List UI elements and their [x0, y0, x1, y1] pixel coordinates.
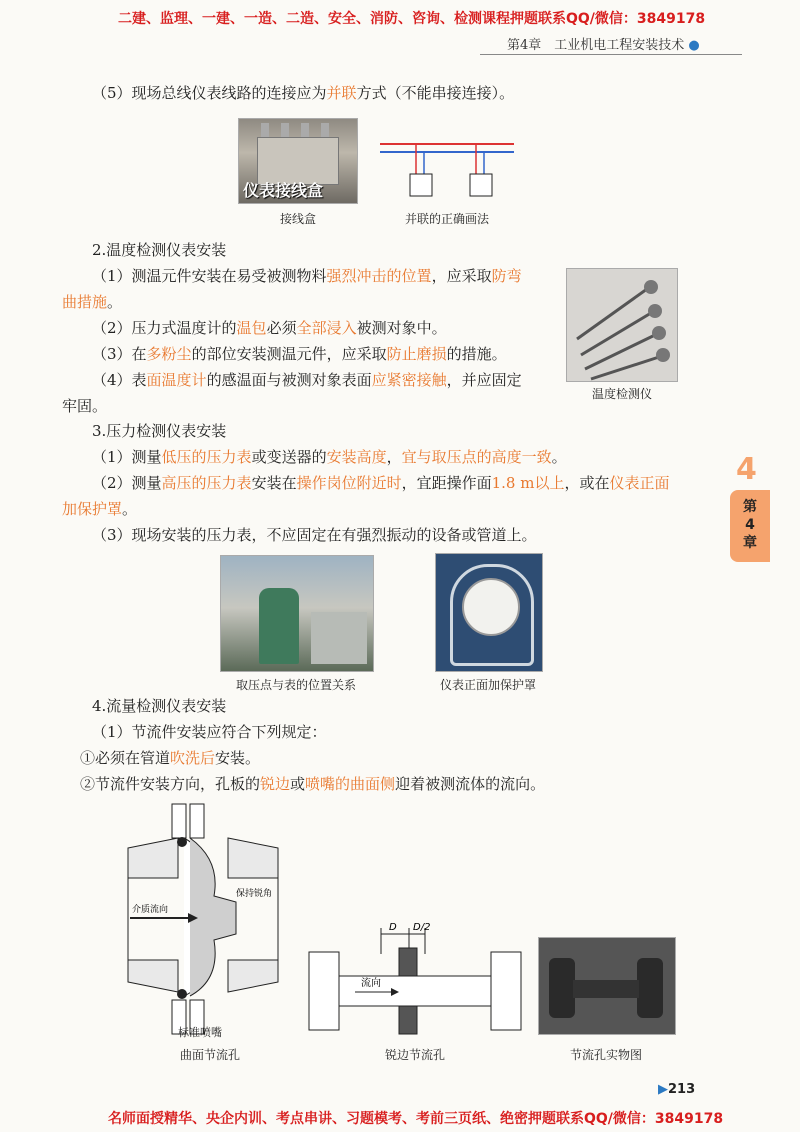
sec4-title: 4.流量检测仪表安装: [92, 697, 227, 715]
side-tab-line3: 章: [743, 535, 757, 551]
sec3-p2-line1: （2）测量高压的压力表安装在操作岗位附近时，宜距操作面1.8 m以上，或在仪表正面: [92, 474, 670, 492]
side-tab-line1: 第: [743, 499, 757, 515]
sec3-p2-line2: 加保护罩。: [62, 500, 138, 518]
junction-box-caption: 接线盒: [279, 212, 316, 226]
sec4-p2: ①必须在管道吹洗后安装。: [80, 749, 261, 767]
chapter-side-tab: [730, 490, 770, 562]
curved-keep-label: 保持锐角: [236, 889, 273, 899]
sec2-p1-line1: （1）测温元件安装在易受被测物料强烈冲击的位置，应采取防弯: [92, 267, 522, 285]
sec2-title: 2.温度检测仪表安装: [92, 241, 227, 259]
sec3-p3: （3）现场安装的压力表，不应固定在有强烈振动的设备或管道上。: [92, 526, 537, 544]
sec2-p2: （2）压力式温度计的温包必须全部浸入被测对象中。: [92, 319, 447, 337]
play-icon: ▶: [658, 1082, 668, 1097]
pressure-point-caption: 取压点与表的位置关系: [235, 678, 356, 692]
orifice-photo: [538, 937, 676, 1035]
sharp-edge-orifice-caption: 锐边节流孔: [384, 1048, 445, 1062]
parallel-wiring-diagram: [376, 138, 518, 200]
curved-nozzle-label: 标准喷嘴: [178, 1026, 222, 1039]
location-pin-icon: ●: [688, 38, 700, 53]
gauge-cover-photo: [435, 553, 543, 672]
chapter-header-text: 第4章 工业机电工程安装技术: [507, 38, 685, 53]
page-number: [658, 1082, 695, 1097]
page-number-text: 213: [668, 1082, 696, 1097]
parallel-diagram-caption: 并联的正确画法: [404, 212, 489, 226]
gauge-cover-caption: 仪表正面加保护罩: [439, 678, 536, 692]
junction-box-photo-label: 仪表接线盒: [243, 181, 324, 200]
temperature-probe-caption: 温度检测仪: [591, 387, 652, 401]
sec2-p4-line1: （4）表面温度计的感温面与被测对象表面应紧密接触，并应固定: [92, 371, 522, 389]
sharp-edge-orifice-diagram: [305, 918, 525, 1038]
pressure-point-photo: [220, 555, 374, 672]
sec2-p4-line2: 牢固。: [62, 397, 108, 415]
item5-text: （5）现场总线仪表线路的连接应为并联方式（不能串接连接）。: [92, 84, 515, 102]
side-tab-large-number: 4: [736, 452, 757, 487]
orifice-photo-caption: 节流孔实物图: [569, 1048, 642, 1062]
top-banner: 二建、监理、一建、一造、二造、安全、消防、咨询、检测课程押题联系QQ/微信：3849178: [118, 11, 706, 27]
sec2-p1-line2: 曲措施。: [62, 293, 123, 311]
curved-nozzle-caption: 曲面节流孔: [179, 1048, 240, 1062]
curved-nozzle-diagram: [118, 800, 288, 1040]
sec3-p1: （1）测量低压的压力表或变送器的安装高度，宜与取压点的高度一致。: [92, 448, 567, 466]
curved-flow-label: 介质流向: [132, 905, 169, 915]
orifice-d-label: D: [389, 922, 397, 933]
orifice-d2-label: D/2: [413, 922, 431, 933]
chapter-header: [507, 34, 700, 53]
sec4-p3: ②节流件安装方向，孔板的锐边或喷嘴的曲面侧迎着被测流体的流向。: [80, 775, 546, 793]
side-tab-line2: 4: [745, 517, 755, 533]
header-rule: [480, 54, 742, 55]
temperature-probe-photo: [566, 268, 678, 382]
sec2-p3: （3）在多粉尘的部位安装测温元件，应采取防止磨损的措施。: [92, 345, 507, 363]
sec4-p1: （1）节流件安装应符合下列规定：: [92, 723, 327, 741]
junction-box-photo: [238, 118, 358, 204]
orifice-flow-label: 流向: [361, 978, 381, 989]
sec3-title: 3.压力检测仪表安装: [92, 422, 227, 440]
bottom-banner: 名师面授精华、央企内训、考点串讲、习题模考、考前三页纸、绝密押题联系QQ/微信：3849178: [108, 1111, 724, 1127]
